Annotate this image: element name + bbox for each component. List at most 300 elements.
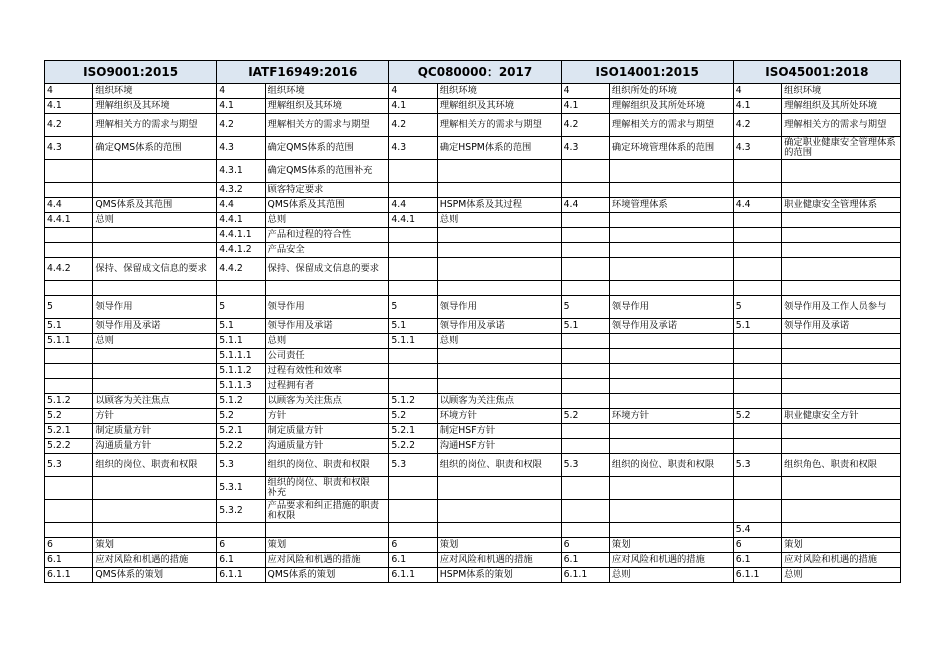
clause-title-cell[interactable]: 组织的岗位、职责和权限	[437, 454, 561, 477]
clause-number-cell[interactable]: 5.2.1	[45, 424, 93, 439]
clause-title-cell[interactable]: 方针	[93, 409, 217, 424]
clause-title-cell[interactable]: 组织的岗位、职责和权限	[265, 454, 389, 477]
clause-number-cell[interactable]: 4	[45, 84, 93, 99]
clause-title-cell[interactable]	[782, 281, 901, 296]
clause-number-cell[interactable]: 6	[389, 538, 437, 553]
clause-number-cell[interactable]: 4.4	[45, 198, 93, 213]
clause-number-cell[interactable]: 4.2	[561, 114, 609, 137]
clause-number-cell[interactable]	[733, 364, 781, 379]
clause-number-cell[interactable]: 5.3.2	[217, 500, 265, 523]
clause-number-cell[interactable]	[561, 349, 609, 364]
clause-number-cell[interactable]	[561, 213, 609, 228]
clause-title-cell[interactable]: 总则	[93, 334, 217, 349]
clause-title-cell[interactable]: 总则	[437, 334, 561, 349]
clause-title-cell[interactable]	[93, 160, 217, 183]
clause-title-cell[interactable]: 组织环境	[265, 84, 389, 99]
clause-title-cell[interactable]	[609, 213, 733, 228]
clause-title-cell[interactable]	[609, 477, 733, 500]
clause-title-cell[interactable]: 策划	[609, 538, 733, 553]
clause-number-cell[interactable]: 5.3	[45, 454, 93, 477]
clause-title-cell[interactable]: 组织的岗位、职责和权限 补充	[265, 477, 389, 500]
clause-title-cell[interactable]	[93, 379, 217, 394]
clause-number-cell[interactable]: 5	[561, 296, 609, 319]
clause-number-cell[interactable]	[561, 424, 609, 439]
clause-number-cell[interactable]	[561, 379, 609, 394]
clause-title-cell[interactable]: 职业健康安全方针	[782, 409, 901, 424]
clause-title-cell[interactable]	[265, 523, 389, 538]
clause-title-cell[interactable]: 应对风险和机遇的措施	[782, 553, 901, 568]
clause-number-cell[interactable]	[389, 364, 437, 379]
table-row	[45, 281, 901, 296]
clause-title-cell[interactable]	[782, 424, 901, 439]
clause-title-cell[interactable]: 策划	[437, 538, 561, 553]
clause-number-cell[interactable]: 5	[217, 296, 265, 319]
clause-title-cell[interactable]	[93, 523, 217, 538]
clause-title-cell[interactable]: 总则	[782, 568, 901, 583]
clause-number-cell[interactable]	[561, 160, 609, 183]
clause-title-cell[interactable]: 领导作用及承诺	[265, 319, 389, 334]
clause-number-cell[interactable]: 4.3	[45, 137, 93, 160]
clause-title-cell[interactable]: 领导作用及承诺	[93, 319, 217, 334]
clause-number-cell[interactable]	[561, 477, 609, 500]
clause-title-cell[interactable]: 环境方针	[437, 409, 561, 424]
clause-title-cell[interactable]	[782, 160, 901, 183]
clause-title-cell[interactable]	[609, 281, 733, 296]
table-row	[45, 99, 901, 114]
clause-title-cell[interactable]: 总则	[265, 213, 389, 228]
clause-title-cell[interactable]	[437, 243, 561, 258]
clause-number-cell[interactable]: 4.2	[217, 114, 265, 137]
clause-number-cell[interactable]: 4.1	[561, 99, 609, 114]
clause-title-cell[interactable]	[265, 281, 389, 296]
clause-title-cell[interactable]: 理解组织及其环境	[93, 99, 217, 114]
clause-number-cell[interactable]: 5.4	[733, 523, 781, 538]
clause-title-cell[interactable]: HSPM体系的策划	[437, 568, 561, 583]
clause-number-cell[interactable]	[389, 160, 437, 183]
clause-number-cell[interactable]: 5	[733, 296, 781, 319]
clause-number-cell[interactable]	[389, 228, 437, 243]
clause-number-cell[interactable]: 5.2	[217, 409, 265, 424]
clause-title-cell[interactable]	[437, 183, 561, 198]
clause-number-cell[interactable]: 6.1	[561, 553, 609, 568]
clause-title-cell[interactable]: 环境管理体系	[609, 198, 733, 213]
clause-title-cell[interactable]	[782, 500, 901, 523]
clause-number-cell[interactable]	[389, 258, 437, 281]
clause-number-cell[interactable]	[561, 281, 609, 296]
clause-number-cell[interactable]: 6	[217, 538, 265, 553]
clause-title-cell[interactable]: 组织的岗位、职责和权限	[93, 454, 217, 477]
clause-number-cell[interactable]	[561, 394, 609, 409]
clause-number-cell[interactable]	[733, 439, 781, 454]
clause-number-cell[interactable]: 6	[561, 538, 609, 553]
clause-number-cell[interactable]	[561, 228, 609, 243]
clause-number-cell[interactable]	[45, 379, 93, 394]
clause-title-cell[interactable]: 应对风险和机遇的措施	[437, 553, 561, 568]
clause-title-cell[interactable]: 理解组织及其所处环境	[609, 99, 733, 114]
clause-number-cell[interactable]	[561, 183, 609, 198]
header-qc080000: QC080000：2017	[389, 61, 561, 84]
clause-title-cell[interactable]	[437, 228, 561, 243]
clause-title-cell[interactable]	[782, 364, 901, 379]
clause-number-cell[interactable]: 6	[733, 538, 781, 553]
clause-number-cell[interactable]	[389, 500, 437, 523]
clause-number-cell[interactable]: 4	[561, 84, 609, 99]
clause-title-cell[interactable]: 产品和过程的符合性	[265, 228, 389, 243]
clause-number-cell[interactable]	[217, 281, 265, 296]
clause-number-cell[interactable]: 4.3	[389, 137, 437, 160]
clause-title-cell[interactable]	[782, 243, 901, 258]
clause-number-cell[interactable]: 5.1	[217, 319, 265, 334]
clause-title-cell[interactable]: 顾客特定要求	[265, 183, 389, 198]
clause-number-cell[interactable]	[389, 281, 437, 296]
clause-number-cell[interactable]: 5.1.1.2	[217, 364, 265, 379]
clause-number-cell[interactable]: 4.2	[733, 114, 781, 137]
clause-number-cell[interactable]	[733, 213, 781, 228]
clause-title-cell[interactable]: 总则	[609, 568, 733, 583]
clause-title-cell[interactable]	[782, 258, 901, 281]
clause-title-cell[interactable]	[437, 364, 561, 379]
clause-title-cell[interactable]: 总则	[265, 334, 389, 349]
clause-title-cell[interactable]: 组织所处的环境	[609, 84, 733, 99]
clause-number-cell[interactable]	[389, 477, 437, 500]
clause-title-cell[interactable]: 产品要求和纠正措施的职责和权限	[265, 500, 389, 523]
clause-number-cell[interactable]: 5	[389, 296, 437, 319]
clause-title-cell[interactable]	[609, 379, 733, 394]
clause-title-cell[interactable]: 确定QMS体系的范围	[265, 137, 389, 160]
clause-number-cell[interactable]	[45, 364, 93, 379]
clause-title-cell[interactable]	[437, 379, 561, 394]
clause-title-cell[interactable]	[93, 349, 217, 364]
clause-number-cell[interactable]	[45, 500, 93, 523]
clause-title-cell[interactable]	[782, 228, 901, 243]
clause-title-cell[interactable]: QMS体系及其范围	[93, 198, 217, 213]
clause-number-cell[interactable]: 5.2	[733, 409, 781, 424]
clause-number-cell[interactable]	[45, 523, 93, 538]
header-iso45001: ISO45001:2018	[733, 61, 900, 84]
clause-title-cell[interactable]	[782, 439, 901, 454]
clause-title-cell[interactable]	[609, 183, 733, 198]
clause-number-cell[interactable]	[561, 243, 609, 258]
clause-number-cell[interactable]: 4.3	[733, 137, 781, 160]
clause-number-cell[interactable]: 5.1.1	[45, 334, 93, 349]
clause-number-cell[interactable]: 5.1.2	[45, 394, 93, 409]
clause-number-cell[interactable]: 4.4.1.2	[217, 243, 265, 258]
clause-title-cell[interactable]: 产品安全	[265, 243, 389, 258]
clause-title-cell[interactable]	[782, 477, 901, 500]
clause-title-cell[interactable]: 沟通HSF方针	[437, 439, 561, 454]
clause-number-cell[interactable]: 4.4	[217, 198, 265, 213]
clause-number-cell[interactable]: 4.1	[389, 99, 437, 114]
header-row	[45, 61, 901, 84]
clause-number-cell[interactable]: 5.1.1.3	[217, 379, 265, 394]
clause-number-cell[interactable]	[389, 379, 437, 394]
clause-number-cell[interactable]: 5	[45, 296, 93, 319]
clause-number-cell[interactable]	[733, 258, 781, 281]
clause-number-cell[interactable]	[733, 349, 781, 364]
clause-number-cell[interactable]: 6.1.1	[389, 568, 437, 583]
clause-number-cell[interactable]	[733, 477, 781, 500]
clause-title-cell[interactable]	[609, 258, 733, 281]
clause-number-cell[interactable]: 4.4.1.1	[217, 228, 265, 243]
clause-number-cell[interactable]	[389, 349, 437, 364]
clause-title-cell[interactable]	[93, 477, 217, 500]
clause-title-cell[interactable]	[609, 394, 733, 409]
clause-title-cell[interactable]	[609, 364, 733, 379]
clause-title-cell[interactable]: 应对风险和机遇的措施	[265, 553, 389, 568]
clause-title-cell[interactable]	[609, 349, 733, 364]
clause-title-cell[interactable]: 领导作用	[93, 296, 217, 319]
clause-title-cell[interactable]: 环境方针	[609, 409, 733, 424]
clause-number-cell[interactable]	[45, 477, 93, 500]
clause-number-cell[interactable]: 5.2.2	[45, 439, 93, 454]
clause-title-cell[interactable]: QMS体系的策划	[265, 568, 389, 583]
clause-title-cell[interactable]	[782, 183, 901, 198]
clause-title-cell[interactable]: 组织角色、职责和权限	[782, 454, 901, 477]
clause-number-cell[interactable]	[217, 523, 265, 538]
clause-title-cell[interactable]: 沟通质量方针	[265, 439, 389, 454]
clause-number-cell[interactable]: 5.1	[733, 319, 781, 334]
clause-title-cell[interactable]	[437, 160, 561, 183]
clause-title-cell[interactable]	[609, 334, 733, 349]
clause-title-cell[interactable]	[93, 228, 217, 243]
clause-number-cell[interactable]: 5.1	[45, 319, 93, 334]
clause-number-cell[interactable]: 4.1	[217, 99, 265, 114]
clause-number-cell[interactable]: 5.1.1.1	[217, 349, 265, 364]
clause-number-cell[interactable]	[45, 281, 93, 296]
clause-title-cell[interactable]: 策划	[265, 538, 389, 553]
clause-number-cell[interactable]: 6.1.1	[561, 568, 609, 583]
clause-number-cell[interactable]	[45, 349, 93, 364]
clause-number-cell[interactable]	[733, 500, 781, 523]
clause-number-cell[interactable]: 4.4.2	[217, 258, 265, 281]
clause-number-cell[interactable]: 5.3	[217, 454, 265, 477]
clause-number-cell[interactable]: 6.1.1	[45, 568, 93, 583]
clause-title-cell[interactable]: 组织环境	[782, 84, 901, 99]
clause-title-cell[interactable]: 策划	[93, 538, 217, 553]
clause-title-cell[interactable]	[437, 477, 561, 500]
clause-title-cell[interactable]: 制定HSF方针	[437, 424, 561, 439]
clause-title-cell[interactable]: 制定质量方针	[265, 424, 389, 439]
clause-title-cell[interactable]: 组织环境	[93, 84, 217, 99]
clause-title-cell[interactable]	[437, 349, 561, 364]
clause-title-cell[interactable]: 过程拥有者	[265, 379, 389, 394]
clause-title-cell[interactable]: 理解相关方的需求与期望	[265, 114, 389, 137]
clause-number-cell[interactable]: 4.3.1	[217, 160, 265, 183]
clause-number-cell[interactable]: 5.1.1	[217, 334, 265, 349]
clause-number-cell[interactable]: 5.1	[561, 319, 609, 334]
clause-title-cell[interactable]	[609, 439, 733, 454]
clause-title-cell[interactable]: 组织的岗位、职责和权限	[609, 454, 733, 477]
clause-number-cell[interactable]: 6.1	[733, 553, 781, 568]
clause-number-cell[interactable]: 5.2	[561, 409, 609, 424]
clause-number-cell[interactable]	[733, 394, 781, 409]
clause-number-cell[interactable]: 6.1.1	[733, 568, 781, 583]
clause-title-cell[interactable]: 确定环境管理体系的范围	[609, 137, 733, 160]
clause-title-cell[interactable]: 领导作用及承诺	[609, 319, 733, 334]
clause-title-cell[interactable]: 确定HSPM体系的范围	[437, 137, 561, 160]
clause-number-cell[interactable]: 5.2.1	[389, 424, 437, 439]
clause-title-cell[interactable]: 以顾客为关注焦点	[93, 394, 217, 409]
clause-number-cell[interactable]	[45, 228, 93, 243]
clause-number-cell[interactable]: 6	[45, 538, 93, 553]
clause-number-cell[interactable]	[45, 160, 93, 183]
clause-title-cell[interactable]	[437, 258, 561, 281]
clause-number-cell[interactable]: 4.4.1	[389, 213, 437, 228]
clause-title-cell[interactable]	[609, 228, 733, 243]
clause-title-cell[interactable]: 制定质量方针	[93, 424, 217, 439]
clause-title-cell[interactable]: 理解组织及其环境	[437, 99, 561, 114]
clause-title-cell[interactable]	[782, 394, 901, 409]
clause-title-cell[interactable]: 确定QMS体系的范围补充	[265, 160, 389, 183]
clause-title-cell[interactable]: 以顾客为关注焦点	[437, 394, 561, 409]
clause-title-cell[interactable]	[782, 379, 901, 394]
clause-title-cell[interactable]: 确定QMS体系的范围	[93, 137, 217, 160]
clause-title-cell[interactable]	[93, 281, 217, 296]
clause-number-cell[interactable]: 6.1	[217, 553, 265, 568]
clause-number-cell[interactable]	[733, 183, 781, 198]
clause-title-cell[interactable]	[609, 424, 733, 439]
clause-title-cell[interactable]: 理解组织及其环境	[265, 99, 389, 114]
clause-number-cell[interactable]: 4.1	[45, 99, 93, 114]
clause-title-cell[interactable]: 领导作用	[265, 296, 389, 319]
clause-title-cell[interactable]: 理解相关方的需求与期望	[437, 114, 561, 137]
clause-title-cell[interactable]: 应对风险和机遇的措施	[609, 553, 733, 568]
clause-title-cell[interactable]: 公司责任	[265, 349, 389, 364]
clause-number-cell[interactable]: 5.2.2	[217, 439, 265, 454]
clause-number-cell[interactable]: 5.2.2	[389, 439, 437, 454]
clause-number-cell[interactable]: 4.3.2	[217, 183, 265, 198]
clause-title-cell[interactable]	[437, 523, 561, 538]
clause-title-cell[interactable]	[93, 500, 217, 523]
clause-title-cell[interactable]: 领导作用	[437, 296, 561, 319]
clause-number-cell[interactable]	[733, 160, 781, 183]
clause-title-cell[interactable]: 过程有效性和效率	[265, 364, 389, 379]
header-iso14001: ISO14001:2015	[561, 61, 733, 84]
clause-title-cell[interactable]: 组织环境	[437, 84, 561, 99]
clause-title-cell[interactable]: QMS体系及其范围	[265, 198, 389, 213]
clause-number-cell[interactable]	[561, 258, 609, 281]
clause-title-cell[interactable]: 以顾客为关注焦点	[265, 394, 389, 409]
clause-number-cell[interactable]: 6.1.1	[217, 568, 265, 583]
clause-number-cell[interactable]: 6.1	[389, 553, 437, 568]
clause-title-cell[interactable]: 策划	[782, 538, 901, 553]
table-row	[45, 296, 901, 319]
clause-number-cell[interactable]	[733, 334, 781, 349]
clause-number-cell[interactable]	[733, 281, 781, 296]
clause-title-cell[interactable]: 理解相关方的需求与期望	[93, 114, 217, 137]
clause-title-cell[interactable]	[609, 500, 733, 523]
clause-number-cell[interactable]	[561, 523, 609, 538]
clause-title-cell[interactable]: 理解相关方的需求与期望	[782, 114, 901, 137]
clause-title-cell[interactable]: 总则	[93, 213, 217, 228]
clause-number-cell[interactable]: 6.1	[45, 553, 93, 568]
clause-number-cell[interactable]: 5.2.1	[217, 424, 265, 439]
clause-number-cell[interactable]: 4.4	[389, 198, 437, 213]
clause-number-cell[interactable]	[389, 243, 437, 258]
clause-number-cell[interactable]: 5.1.2	[389, 394, 437, 409]
clause-number-cell[interactable]	[733, 424, 781, 439]
clause-title-cell[interactable]	[782, 213, 901, 228]
clause-title-cell[interactable]: 保持、保留成文信息的要求	[265, 258, 389, 281]
clause-number-cell[interactable]: 5.3.1	[217, 477, 265, 500]
clause-number-cell[interactable]: 4.3	[561, 137, 609, 160]
clause-title-cell[interactable]	[437, 500, 561, 523]
clause-number-cell[interactable]	[561, 439, 609, 454]
clause-number-cell[interactable]: 5.1.1	[389, 334, 437, 349]
clause-title-cell[interactable]: 领导作用及承诺	[437, 319, 561, 334]
clause-title-cell[interactable]: 保持、保留成文信息的要求	[93, 258, 217, 281]
clause-number-cell[interactable]	[389, 183, 437, 198]
clause-number-cell[interactable]: 5.1	[389, 319, 437, 334]
clause-number-cell[interactable]: 4.2	[45, 114, 93, 137]
clause-number-cell[interactable]: 4	[389, 84, 437, 99]
clause-number-cell[interactable]	[733, 243, 781, 258]
clause-title-cell[interactable]	[437, 281, 561, 296]
clause-number-cell[interactable]: 4.4.1	[217, 213, 265, 228]
clause-title-cell[interactable]	[93, 243, 217, 258]
clause-title-cell[interactable]: 总则	[437, 213, 561, 228]
clause-number-cell[interactable]: 5.1.2	[217, 394, 265, 409]
clause-title-cell[interactable]	[609, 243, 733, 258]
clause-number-cell[interactable]: 4	[217, 84, 265, 99]
clause-title-cell[interactable]: QMS体系的策划	[93, 568, 217, 583]
clause-title-cell[interactable]: 方针	[265, 409, 389, 424]
clause-title-cell[interactable]	[782, 334, 901, 349]
clause-title-cell[interactable]: 领导作用及承诺	[782, 319, 901, 334]
clause-number-cell[interactable]	[45, 183, 93, 198]
clause-title-cell[interactable]: 应对风险和机遇的措施	[93, 553, 217, 568]
clause-title-cell[interactable]	[782, 523, 901, 538]
clause-title-cell[interactable]: 理解相关方的需求与期望	[609, 114, 733, 137]
clause-number-cell[interactable]: 5.2	[45, 409, 93, 424]
clause-title-cell[interactable]	[609, 160, 733, 183]
clause-number-cell[interactable]: 4.4.2	[45, 258, 93, 281]
clause-title-cell[interactable]: 沟通质量方针	[93, 439, 217, 454]
clause-number-cell[interactable]: 4	[733, 84, 781, 99]
clause-number-cell[interactable]	[561, 334, 609, 349]
clause-number-cell[interactable]: 5.2	[389, 409, 437, 424]
clause-title-cell[interactable]: HSPM体系及其过程	[437, 198, 561, 213]
clause-number-cell[interactable]: 4.4	[733, 198, 781, 213]
clause-number-cell[interactable]: 4.2	[389, 114, 437, 137]
clause-number-cell[interactable]: 4.4.1	[45, 213, 93, 228]
clause-number-cell[interactable]: 4.1	[733, 99, 781, 114]
clause-number-cell[interactable]: 5.3	[733, 454, 781, 477]
clause-title-cell[interactable]: 领导作用及工作人员参与	[782, 296, 901, 319]
clause-number-cell[interactable]	[733, 228, 781, 243]
clause-title-cell[interactable]: 确定职业健康安全管理体系的范围	[782, 137, 901, 160]
clause-title-cell[interactable]	[609, 523, 733, 538]
clause-title-cell[interactable]: 领导作用	[609, 296, 733, 319]
clause-title-cell[interactable]	[93, 183, 217, 198]
table-row	[45, 379, 901, 394]
header-iso9001: ISO9001:2015	[45, 61, 217, 84]
clause-number-cell[interactable]	[733, 379, 781, 394]
clause-title-cell[interactable]: 理解组织及其所处环境	[782, 99, 901, 114]
clause-number-cell[interactable]	[45, 243, 93, 258]
table-row	[45, 137, 901, 160]
clause-title-cell[interactable]: 职业健康安全管理体系	[782, 198, 901, 213]
clause-number-cell[interactable]	[561, 364, 609, 379]
clause-number-cell[interactable]	[561, 500, 609, 523]
clause-title-cell[interactable]	[782, 349, 901, 364]
clause-number-cell[interactable]: 5.3	[561, 454, 609, 477]
clause-number-cell[interactable]: 4.4	[561, 198, 609, 213]
clause-title-cell[interactable]	[93, 364, 217, 379]
clause-number-cell[interactable]: 4.3	[217, 137, 265, 160]
clause-number-cell[interactable]: 5.3	[389, 454, 437, 477]
clause-number-cell[interactable]	[389, 523, 437, 538]
